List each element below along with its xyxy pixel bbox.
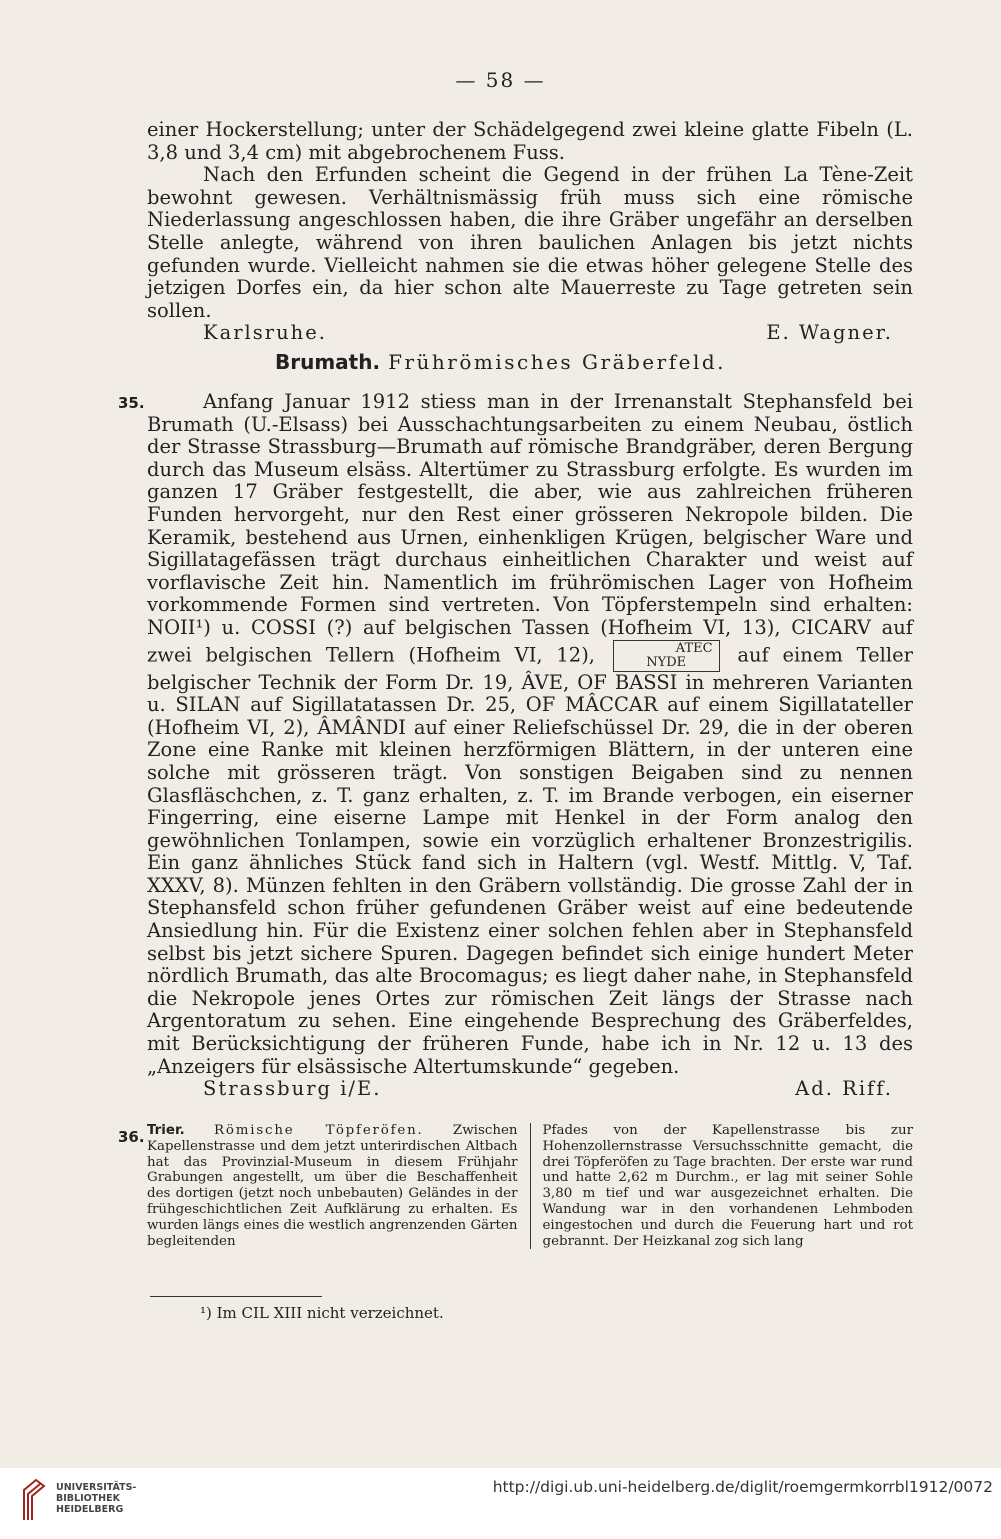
intro-paragraph-2: Nach den Erfunden scheint die Gegend in der frühen La Tène-Zeit bewohnt gewesen. Verhältnismässig früh muss sich eine römische Niederlassung angeschlossen haben, die ihre Gräber ungefähr an derselben Stelle anlegte, während von ihren baulichen Anlagen bis jetzt nichts gefunden wurde. Vielleicht nahmen sie die etwas höher gelegene Stelle des jetzigen Dorfes ein, da hier schon alte Mauerreste zu Tage getreten sein sollen. (147, 163, 913, 322)
section-36-title: Römische Töpferöfen. (214, 1123, 424, 1138)
section-35-paragraph (147, 391, 913, 1078)
section-36-two-columns (147, 1123, 913, 1249)
intro-signature (147, 322, 913, 345)
library-name (56, 1482, 136, 1515)
section-36-left-column (147, 1123, 530, 1249)
stamp-line-1: ATEC (675, 640, 713, 656)
section-36-lead: Trier. (147, 1123, 185, 1138)
footnote-rule (150, 1296, 322, 1297)
signature-place: Karlsruhe. (203, 321, 327, 345)
potter-stamp-box (613, 640, 720, 672)
section-36-left-text: Zwischen Kapellenstrasse und dem jetzt unterirdischen Altbach hat das Provinzial-Museum in diesem Frühjahr Grabungen angestellt, um über die Beschaffenheit des dortigen (jetzt noch unbebauten) Geländes in der frühgeschichtlichen Zeit Aufklärung zu erhalten. Es wurden längs eines die westlich angrenzenden Gärten begleitenden (147, 1123, 518, 1249)
library-logo-icon (20, 1476, 48, 1524)
library-name-line-3: HEIDELBERG (56, 1504, 124, 1515)
section-35-body (147, 391, 913, 1101)
library-name-line-1: UNIVERSITÄTS- (56, 1482, 137, 1493)
section-number-35: 35. (118, 394, 145, 412)
section-heading-brumath (0, 350, 1001, 374)
section-35-text-b: auf einem Teller belgischer Technik der Form Dr. 19, ÂVE, OF BASSI in mehreren Varianten u. SILAN auf Sigillatatassen Dr. 25, OF MÂCCAR auf einem Sigillatateller (Hofheim VI, 2), ÂMÂNDI auf einer Reliefschüssel Dr. 29, die in der oberen Zone eine Ranke mit kleinen herzförmigen Blättern, in der unteren eine solche mit grösseren trägt. Von sonstigen Beigaben sind zu nennen Glasfläschchen, z. T. ganz erhalten, z. T. im Brande verbogen, ein eiserner Fingerring, eine eiserne Lampe mit Henkel in der Form analog den gewöhnlichen Tonlampen, sowie ein vorzüglich erhaltener Bronzestrigilis. Ein ganz ähnliches Stück fand sich in Haltern (vgl. Westf. Mittlg. V, Taf. XXXV, 8). Münzen fehlten in den Gräbern vollständig. Die grosse Zahl der in Stephansfeld schon früher gefundenen Gräber weist auf eine bedeutende Ansiedlung hin. Für die Existenz einer solchen fehlen aber in Stephansfeld selbst bis jetzt sichere Spuren. Dagegen befindet sich einige hundert Meter nördlich Brumath, das alte Brocomagus; es liegt daher nahe, in Stephansfeld die Nekropole jenes Ortes zur römischen Zeit längs der Strasse nach Argentoratum zu sehen. Eine eingehende Besprechung des Gräberfeldes, mit Berücksichtigung der früheren Funde, habe ich in Nr. 12 u. 13 des „Anzeigers für elsässische Altertumskunde“ gegeben. (147, 643, 913, 1078)
section-36-right-text: Pfades von der Kapellenstrasse bis zur Hohenzollernstrasse Versuchsschnitte gemacht, die drei Töpferöfen zu Tage brachten. Der erste war rund und hatte 2,62 m Durchm., er lag mit seiner Sohle 3,80 m tief und war ausgezeichnet erhalten. Die Wandung war in den vorhandenen Lehmboden eingestochen und durch die Feuerung hart und rot gebrannt. Der Heizkanal zog sich lang (542, 1123, 913, 1249)
intro-block (147, 119, 913, 345)
signature-place: Strassburg i/E. (203, 1077, 382, 1101)
section-35-text-a: Anfang Januar 1912 stiess man in der Irrenanstalt Stephansfeld bei Brumath (U.-Elsass) bei Ausschachtungsarbeiten zu einem Neubau, östlich der Strasse Strassburg—Brumath auf römische Brandgräber, deren Bergung durch das Museum elsäss. Altertümer zu Strassburg erfolgte. Es wurden im ganzen 17 Gräber festgestellt, die aber, wie aus zahlreichen früheren Funden hervorgeht, nur den Rest einer grösseren Nekropole bilden. Die Keramik, bestehend aus Urnen, einhenkligen Krügen, belgischer Ware und Sigillatagefässen trägt durchaus einheitlichen Charakter und weist auf vorflavische Zeit hin. Namentlich im frührömischen Lager von Hofheim vorkommende Formen sind vertreten. Von Töpferstempeln sind erhalten: NOII¹) u. COSSI (?) auf belgischen Tassen (Hofheim VI, 13), CICARV auf zwei belgischen Tellern (Hofheim VI, 12), (147, 390, 913, 667)
heading-subtitle: Frührömisches Gräberfeld. (388, 350, 726, 374)
library-footer (0, 1468, 1001, 1539)
signature-name: Ad. Riff. (795, 1077, 893, 1101)
page-number: — 58 — (455, 68, 546, 92)
library-name-line-2: BIBLIOTHEK (56, 1493, 120, 1504)
section-35-signature (147, 1078, 913, 1101)
logo-strokes (24, 1480, 44, 1520)
heading-place: Brumath. (275, 350, 381, 374)
source-url-link[interactable]: http://digi.ub.uni-heidelberg.de/diglit/roemgermkorrbl1912/0072 (492, 1478, 993, 1496)
intro-paragraph-1: einer Hockerstellung; unter der Schädelgegend zwei kleine glatte Fibeln (L. 3,8 und 3,4 cm) mit abgebrochenem Fuss. (147, 118, 913, 164)
stamp-line-2: NYDE (646, 654, 687, 670)
section-number-36: 36. (118, 1128, 145, 1146)
signature-name: E. Wagner. (766, 321, 893, 345)
section-36-right-column (530, 1123, 914, 1249)
footnote: ¹) Im CIL XIII nicht verzeichnet. (200, 1304, 444, 1322)
